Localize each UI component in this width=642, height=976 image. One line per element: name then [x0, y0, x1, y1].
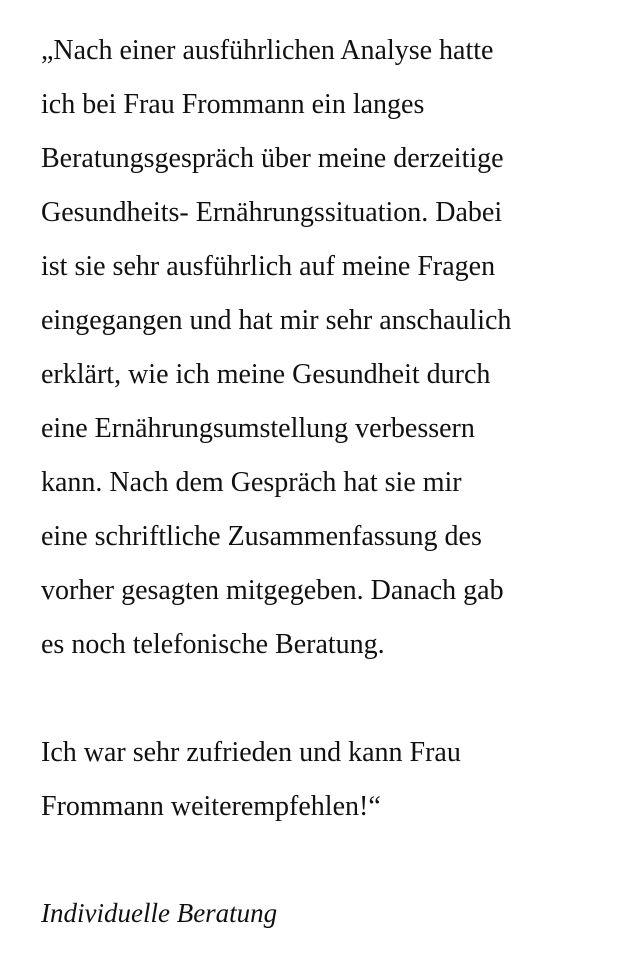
quote-line: ist sie sehr ausführlich auf meine Fragen [41, 251, 496, 282]
quote-line: vorher gesagten mitgegeben. Danach gab [41, 575, 504, 606]
quote-line: eine Ernährungsumstellung verbessern [41, 413, 475, 444]
quote-line: ich bei Frau Frommann ein langes [41, 89, 425, 120]
testimonial-attribution: Individuelle Beratung [41, 898, 278, 928]
quote-line: erklärt, wie ich meine Gesundheit durch [41, 359, 491, 390]
quote-line: Frommann weiterempfehlen!“ [41, 791, 381, 822]
quote-line: eine schriftliche Zusammenfassung des [41, 521, 482, 552]
quote-paragraph-2 [41, 726, 611, 834]
quote-line: eingegangen und hat mir sehr anschaulich [41, 305, 512, 336]
quote-paragraph-1 [41, 24, 611, 672]
quote-line: Beratungsgespräch über meine derzeitige [41, 143, 504, 174]
quote-line: „Nach einer ausführlichen Analyse hatte [41, 35, 494, 66]
quote-line: Ich war sehr zufrieden und kann Frau [41, 737, 461, 768]
quote-line: Gesundheits- Ernährungssituation. Dabei [41, 197, 503, 228]
quote-line: es noch telefonische Beratung. [41, 629, 385, 660]
quote-line: kann. Nach dem Gespräch hat sie mir [41, 467, 462, 498]
testimonial-quote [41, 24, 611, 834]
